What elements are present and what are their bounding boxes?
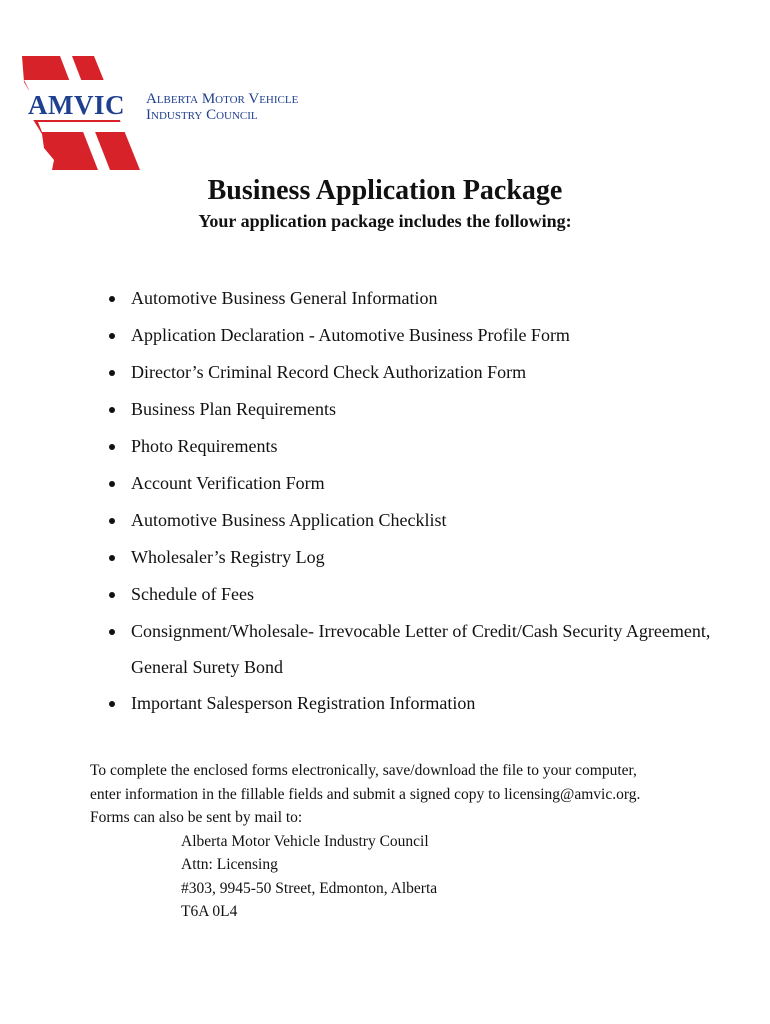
bullet-icon bbox=[109, 701, 115, 707]
address-attn: Attn: Licensing bbox=[181, 856, 278, 873]
bullet-icon bbox=[109, 407, 115, 413]
address-street: #303, 9945-50 Street, Edmonton, Alberta bbox=[181, 879, 438, 897]
bullet-icon bbox=[109, 629, 115, 635]
list-item-text: Important Salesperson Registration Information bbox=[131, 693, 476, 713]
list-item bbox=[104, 576, 724, 613]
list-item bbox=[104, 465, 724, 502]
list-item bbox=[104, 502, 724, 539]
submission-instructions bbox=[90, 759, 750, 924]
bullet-icon bbox=[109, 481, 115, 487]
list-item-text: Director’s Criminal Record Check Authorization Form bbox=[131, 362, 527, 382]
list-item-text: Business Plan Requirements bbox=[131, 399, 336, 419]
list-item-text: Schedule of Fees bbox=[131, 584, 254, 604]
logo-name-line1: Alberta Motor Vehicle bbox=[146, 91, 299, 107]
bullet-icon bbox=[109, 444, 115, 450]
list-item-text: Consignment/Wholesale- Irrevocable Letter of Credit/Cash Security Agreement, General Surety Bond bbox=[131, 621, 711, 677]
list-item-text: Automotive Business General Information bbox=[131, 288, 438, 308]
bullet-icon bbox=[109, 555, 115, 561]
bullet-icon bbox=[109, 518, 115, 524]
list-item bbox=[104, 391, 724, 428]
list-item-text: Automotive Business Application Checklist bbox=[131, 510, 447, 530]
list-item bbox=[104, 354, 724, 391]
logo-acronym: AMVIC bbox=[28, 90, 125, 120]
page-subtitle: Your application package includes the following: bbox=[198, 211, 572, 231]
list-item bbox=[104, 613, 724, 685]
mailing-address bbox=[90, 830, 750, 924]
list-item bbox=[104, 428, 724, 465]
logo-name-line2: Industry Council bbox=[146, 107, 258, 123]
bullet-icon bbox=[109, 592, 115, 598]
list-item bbox=[104, 280, 724, 317]
bullet-icon bbox=[109, 370, 115, 376]
list-item bbox=[104, 539, 724, 576]
bullet-icon bbox=[109, 333, 115, 339]
list-item-text: Wholesaler’s Registry Log bbox=[131, 547, 325, 567]
instructions-line: enter information in the fillable fields and submit a signed copy to licensing@amvic.org. bbox=[90, 785, 641, 803]
list-item-text: Account Verification Form bbox=[131, 473, 325, 493]
list-item bbox=[104, 685, 724, 722]
address-name: Alberta Motor Vehicle Industry Council bbox=[181, 832, 429, 850]
bullet-icon bbox=[109, 296, 115, 302]
amvic-logo bbox=[18, 52, 328, 174]
package-contents-list bbox=[104, 280, 724, 722]
page-title: Business Application Package bbox=[207, 175, 563, 206]
list-item-text: Application Declaration - Automotive Business Profile Form bbox=[131, 325, 570, 345]
list-item-text: Photo Requirements bbox=[131, 436, 278, 456]
address-postal: T6A 0L4 bbox=[181, 903, 238, 920]
instructions-line: To complete the enclosed forms electronically, save/download the file to your computer, bbox=[90, 762, 637, 779]
instructions-line: Forms can also be sent by mail to: bbox=[90, 809, 303, 826]
list-item bbox=[104, 317, 724, 354]
